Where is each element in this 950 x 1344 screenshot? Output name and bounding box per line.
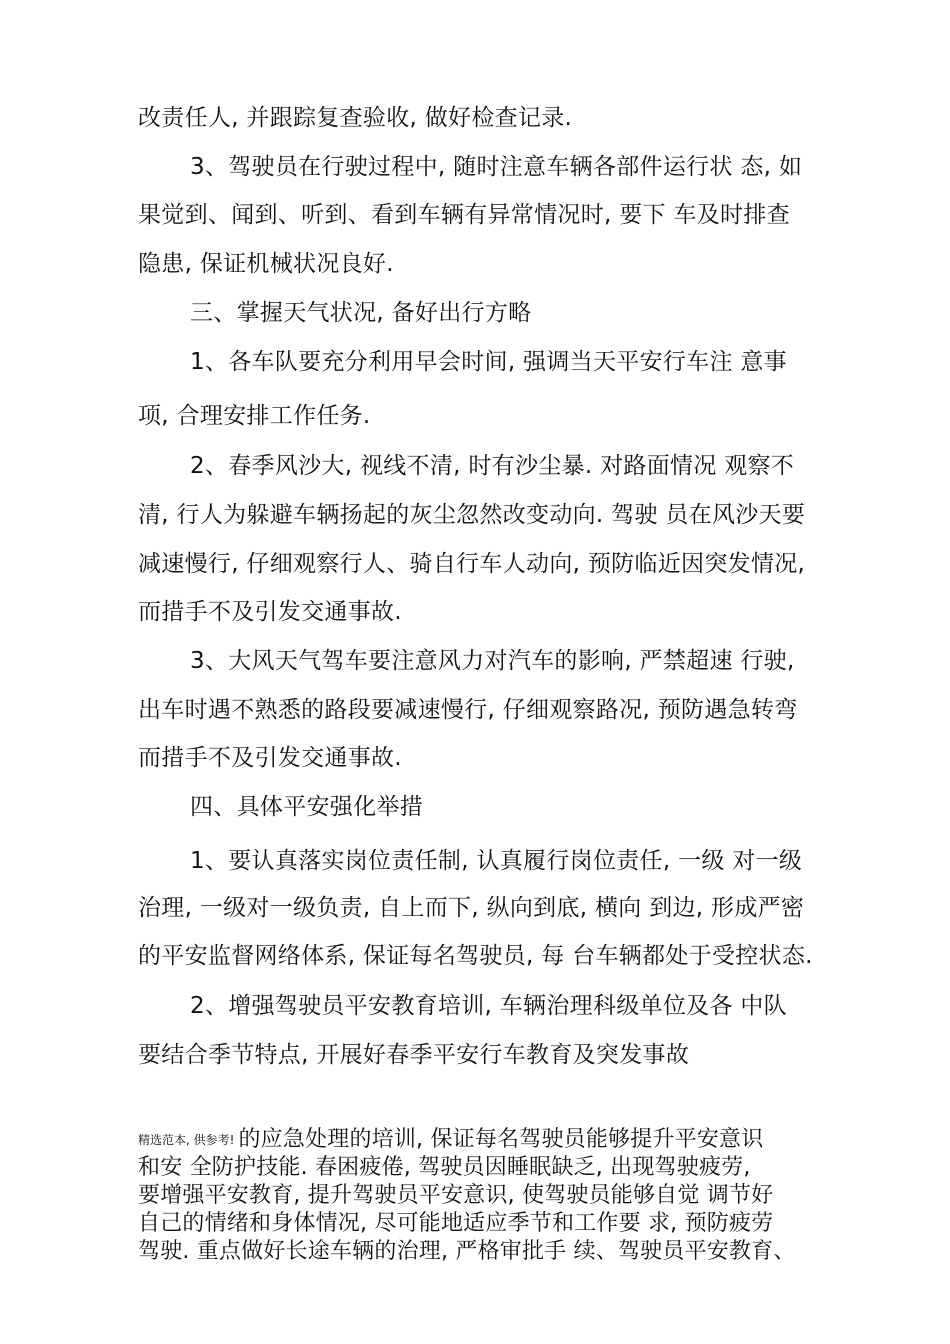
text-line: 3、驾驶员在行驶过程中, 随时注意车辆各部件运行状 态, 如 [190, 154, 803, 180]
text-line: 自己的情绪和身体情况, 尽可能地适应季节和工作要 求, 预防疲劳 [138, 1211, 774, 1236]
text-line: 和安 全防护技能. 春困疲倦, 驾驶员因睡眠缺乏, 出现驾驶疲劳, [138, 1155, 751, 1180]
text-line: 改责任人, 并跟踪复查验收, 做好检查记录. [138, 105, 573, 131]
text-line [138, 1127, 763, 1153]
text-line: 2、春季风沙大, 视线不清, 时有沙尘暴. 对路面情况 观察不 [190, 453, 795, 479]
text-line-content: 的应急处理的培训, 保证每名驾驶员能够提升平安意识 [238, 1127, 764, 1152]
text-line: 隐患, 保证机械状况良好. [138, 251, 394, 277]
text-line: 1、各车队要充分利用早会时间, 强调当天平安行车注 意事 [190, 349, 787, 375]
text-line: 驾驶. 重点做好长途车辆的治理, 严格审批手 续、驾驶员平安教育、 [138, 1239, 796, 1264]
text-line: 清, 行人为躲避车辆扬起的灰尘忽然改变动向. 驾驶 员在风沙天要 [138, 502, 806, 528]
text-line: 而措手不及引发交通事故. [138, 599, 402, 625]
text-line: 项, 合理安排工作任务. [138, 403, 371, 429]
text-line: 果觉到、闻到、听到、看到车辆有异常情况时, 要下 车及时排查 [138, 202, 790, 228]
text-line: 减速慢行, 仔细观察行人、骑自行车人动向, 预防临近因突发情况, [138, 551, 806, 577]
text-line: 而措手不及引发交通事故. [138, 745, 402, 771]
text-line: 治理, 一级对一级负责, 自上而下, 纵向到底, 横向 到边, 形成严密 [138, 895, 805, 921]
text-line: 1、要认真落实岗位责任制, 认真履行岗位责任, 一级 对一级 [190, 848, 803, 874]
section-heading: 四、具体平安强化举措 [190, 794, 423, 820]
footer-note: 精选范本, 供参考! [138, 1133, 235, 1147]
text-line: 3、大风天气驾车要注意风力对汽车的影响, 严禁超速 行驶, [190, 648, 795, 674]
section-heading: 三、掌握天气状况, 备好出行方略 [190, 300, 532, 326]
text-line: 的平安监督网络体系, 保证每名驾驶员, 每 台车辆都处于受控状态. [138, 943, 813, 969]
text-line: 2、增强驾驶员平安教育培训, 车辆治理科级单位及各 中队 [190, 993, 787, 1019]
text-line: 要增强平安教育, 提升驾驶员平安意识, 使驾驶员能够自觉 调节好 [138, 1183, 774, 1208]
text-line: 出车时遇不熟悉的路段要减速慢行, 仔细观察路况, 预防遇急转弯 [138, 697, 798, 723]
text-line: 要结合季节特点, 开展好春季平安行车教育及突发事故 [138, 1042, 690, 1068]
